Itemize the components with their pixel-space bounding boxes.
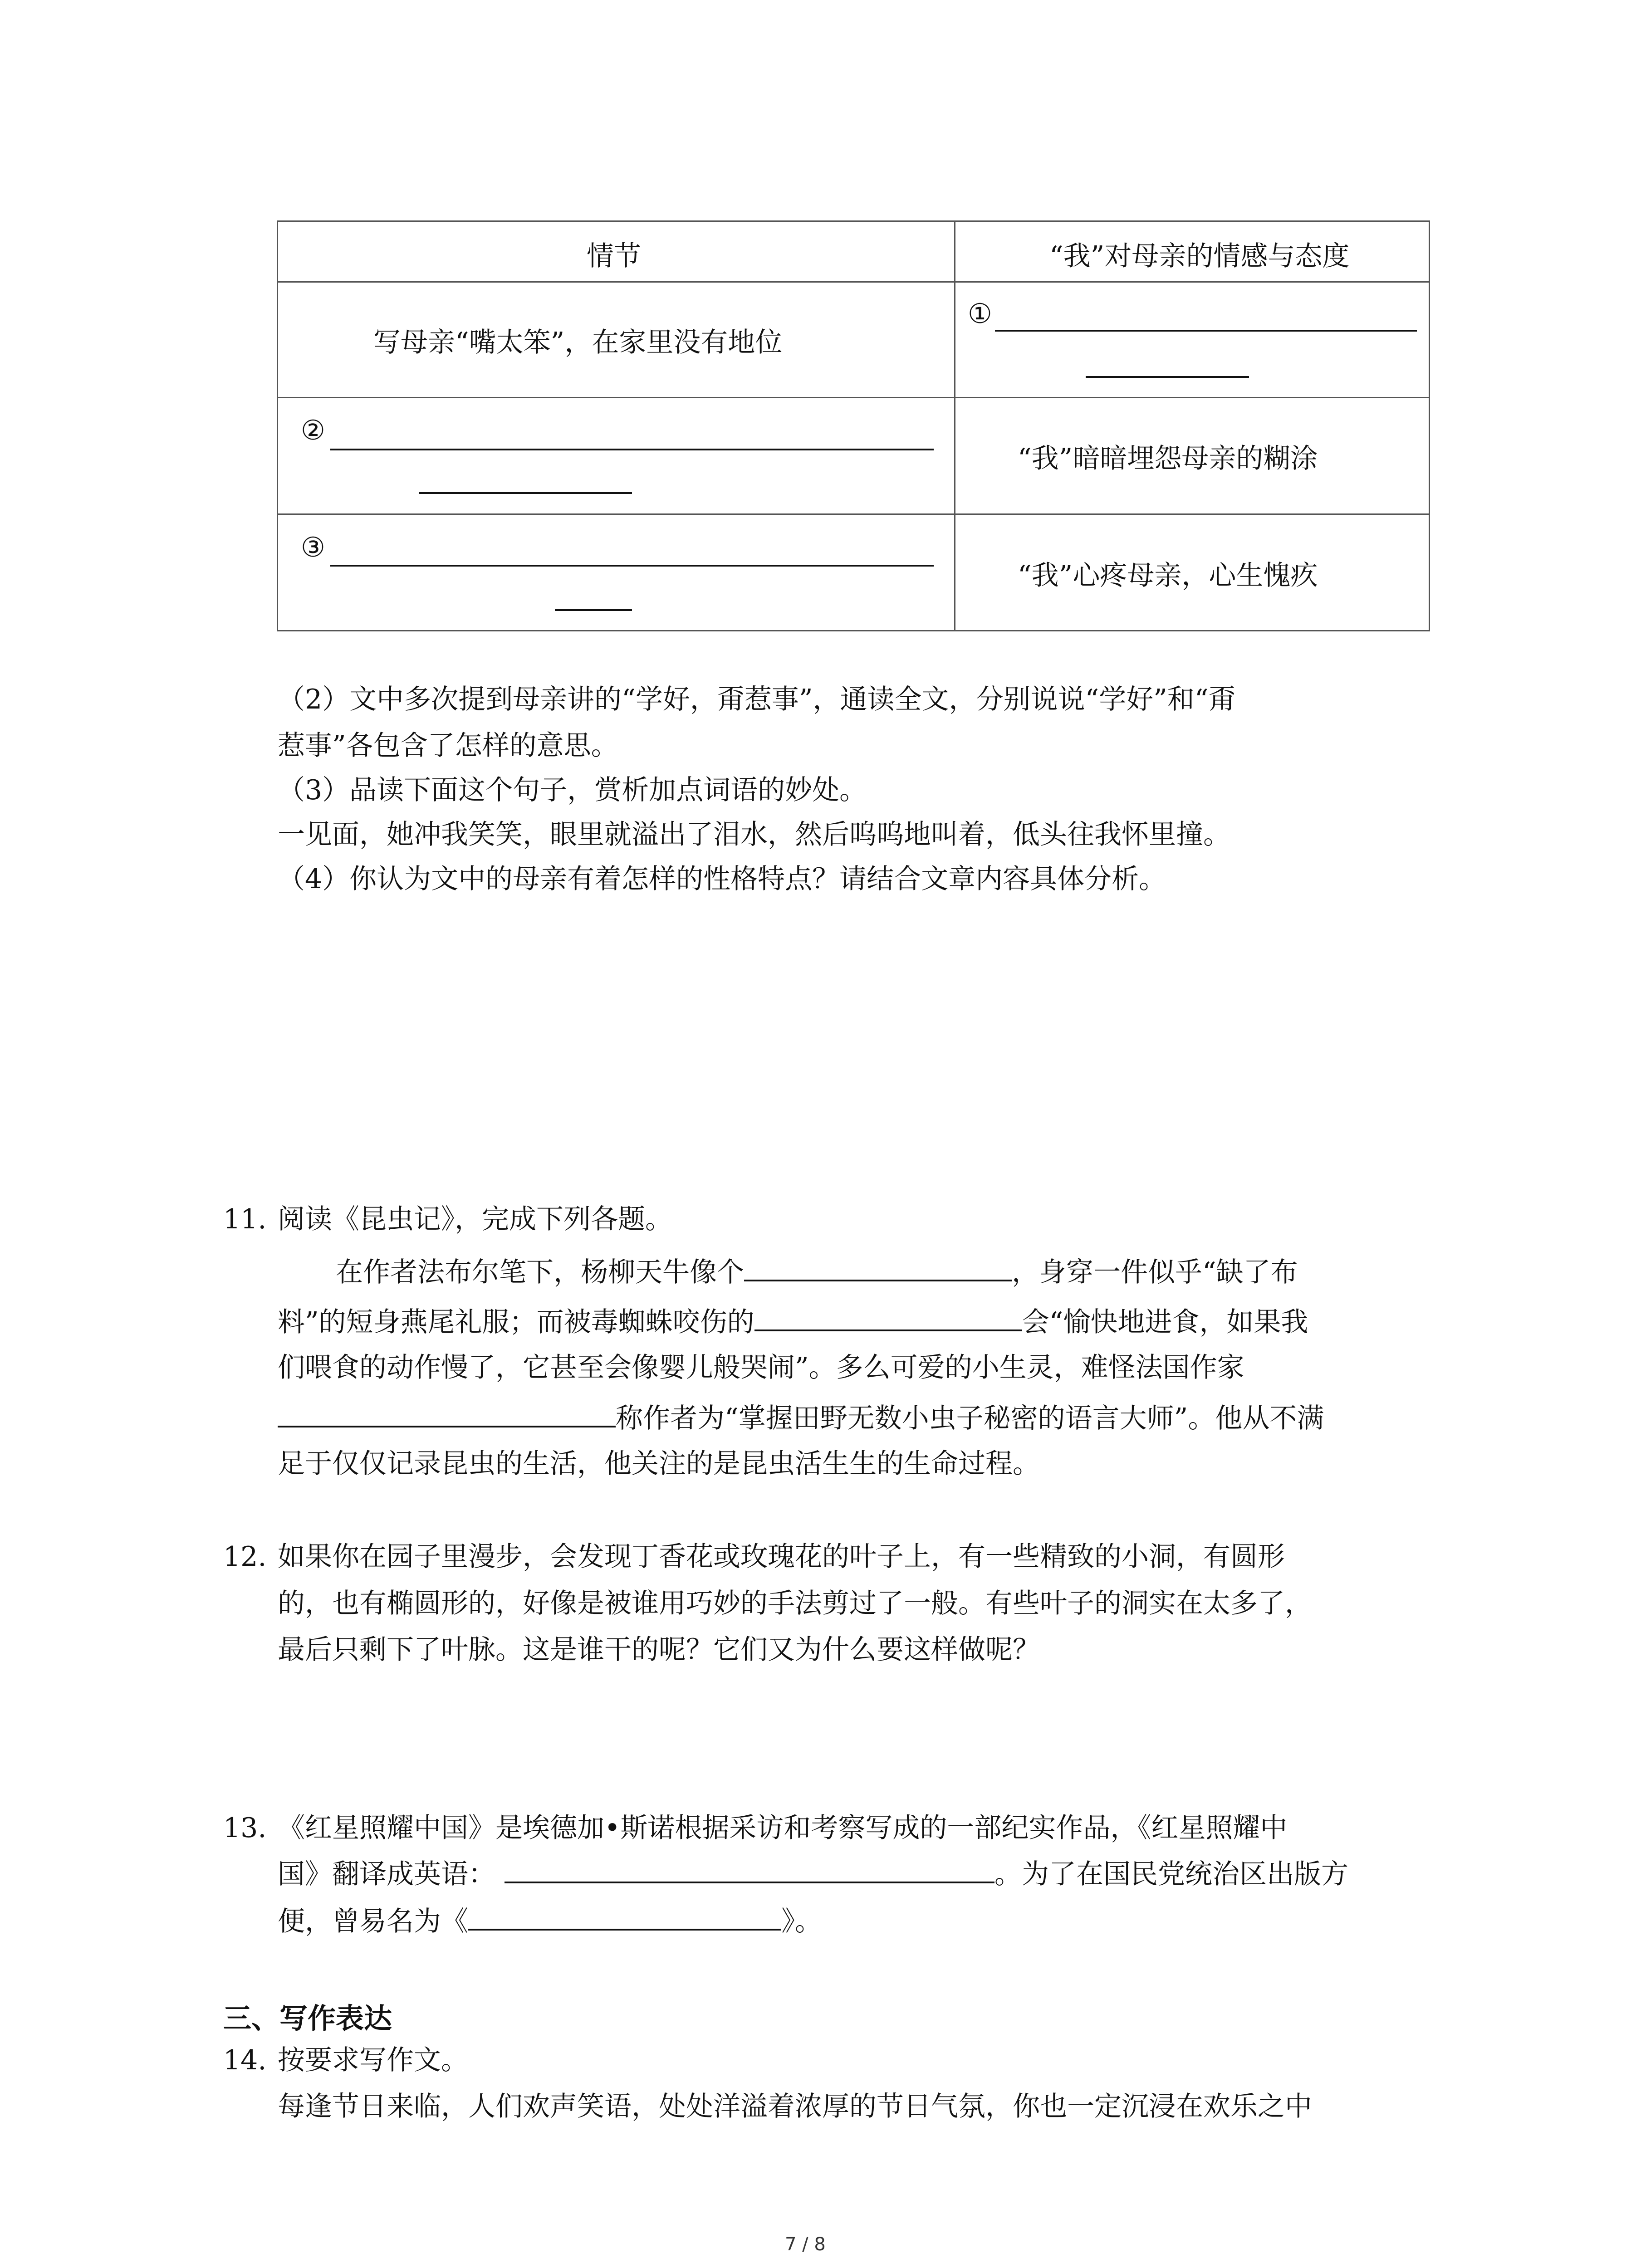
table-cell-emotion-3: “我”心疼母亲，心生愧疚	[1018, 560, 1318, 591]
table-row-divider	[278, 397, 1429, 398]
q12-line2: 的，也有椭圆形的，好像是被谁用巧妙的手法剪过了一般。有些叶子的洞实在太多了，	[278, 1588, 1312, 1619]
answer-blank-q13-2[interactable]	[468, 1901, 781, 1931]
q14-title: 按要求写作文。	[278, 2044, 468, 2076]
answer-blank-2b[interactable]	[419, 492, 632, 494]
table-header-plot: 情节	[587, 240, 641, 272]
q11-line3: 们喂食的动作慢了，它甚至会像婴儿般哭闹”。多么可爱的小生灵，难怪法国作家	[278, 1352, 1244, 1383]
q11-title: 阅读《昆虫记》，完成下列各题。	[278, 1203, 672, 1235]
q11-line1-text-a: 在作者法布尔笔下，杨柳天牛像个	[336, 1256, 744, 1288]
answer-blank-3b[interactable]	[555, 609, 632, 611]
answer-blank-q13-1[interactable]	[505, 1854, 994, 1883]
q11-line2-text-b: 会“愉快地进食，如果我	[1022, 1306, 1308, 1338]
q13-line3-text-b: 》。	[781, 1906, 822, 1937]
answer-blank-3[interactable]	[330, 565, 934, 567]
q11-line1-text-b: ，身穿一件似乎“缺了布	[1012, 1256, 1298, 1288]
q10-sub2-line2: 惹事”各包含了怎样的意思。	[278, 730, 618, 762]
table-row-divider	[278, 281, 1429, 283]
q11-line1	[336, 1249, 1298, 1296]
q12-line1: 如果你在园子里漫步，会发现丁香花或玫瑰花的叶子上，有一些精致的小洞，有圆形	[278, 1541, 1285, 1573]
q10-sub4: （4）你认为文中的母亲有着怎样的性格特点？请结合文章内容具体分析。	[278, 863, 1166, 895]
answer-blank-1[interactable]	[995, 330, 1417, 332]
page-number: 7 / 8	[785, 2234, 826, 2255]
q13-line2-text-a: 国》翻译成英语：	[278, 1858, 495, 1890]
q13-line3-text-a: 便，曾易名为《	[278, 1906, 468, 1937]
q11-line2-text-a: 料”的短身燕尾礼服；而被毒蜘蛛咬伤的	[278, 1306, 754, 1338]
q11-line4-text: 称作者为“掌握田野无数小虫子秘密的语言大师”。他从不满	[616, 1403, 1324, 1434]
q10-sub3: （3）品读下面这个句子，赏析加点词语的妙处。	[278, 774, 867, 806]
table-cell-marker-3: ③	[301, 532, 325, 563]
q12-number: 12.	[223, 1541, 267, 1573]
table-cell-marker-1: ①	[968, 298, 992, 330]
answer-blank-q11-1[interactable]	[744, 1252, 1012, 1281]
table-row-divider	[278, 513, 1429, 515]
section-title-writing: 三、写作表达	[223, 2002, 392, 2035]
q12-line3: 最后只剩下了叶脉。这是谁干的呢？它们又为什么要这样做呢？	[278, 1634, 1040, 1666]
answer-blank-2[interactable]	[330, 449, 934, 450]
q11-line4	[278, 1395, 1324, 1442]
answer-blank-q11-2[interactable]	[754, 1302, 1022, 1331]
q14-line1: 每逢节日来临，人们欢声笑语，处处洋溢着浓厚的节日气氛，你也一定沉浸在欢乐之中	[278, 2091, 1312, 2122]
table-column-divider	[954, 222, 955, 630]
q14-number: 14.	[223, 2044, 267, 2076]
q13-number: 13.	[223, 1812, 267, 1844]
table-header-emotion: “我”对母亲的情感与态度	[1049, 240, 1350, 272]
q10-sentence: 一见面，她冲我笑笑，眼里就溢出了泪水，然后呜呜地叫着，低头往我怀里撞。	[278, 819, 1230, 850]
q13-line2-text-b: 。为了在国民党统治区出版方	[994, 1858, 1348, 1890]
q11-line5: 足于仅仅记录昆虫的生活，他关注的是昆虫活生生的生命过程。	[278, 1448, 1040, 1480]
q13-line2	[278, 1851, 1348, 1898]
q11-line2	[278, 1299, 1308, 1346]
emotion-table	[277, 220, 1430, 631]
answer-blank-q11-3[interactable]	[278, 1398, 616, 1427]
q11-number: 11.	[223, 1203, 267, 1235]
q13-line3	[278, 1898, 822, 1945]
table-cell-emotion-2: “我”暗暗埋怨母亲的糊涂	[1018, 443, 1318, 474]
table-cell-marker-2: ②	[301, 415, 325, 446]
answer-blank-1b[interactable]	[1086, 376, 1249, 378]
q10-sub2-line1: （2）文中多次提到母亲讲的“学好，甭惹事”，通读全文，分别说说“学好”和“甭	[278, 684, 1236, 715]
q13-line1: 《红星照耀中国》是埃德加•斯诺根据采访和考察写成的一部纪实作品，《红星照耀中	[278, 1812, 1288, 1844]
table-cell-plot-1: 写母亲“嘴太笨”，在家里没有地位	[373, 327, 783, 358]
